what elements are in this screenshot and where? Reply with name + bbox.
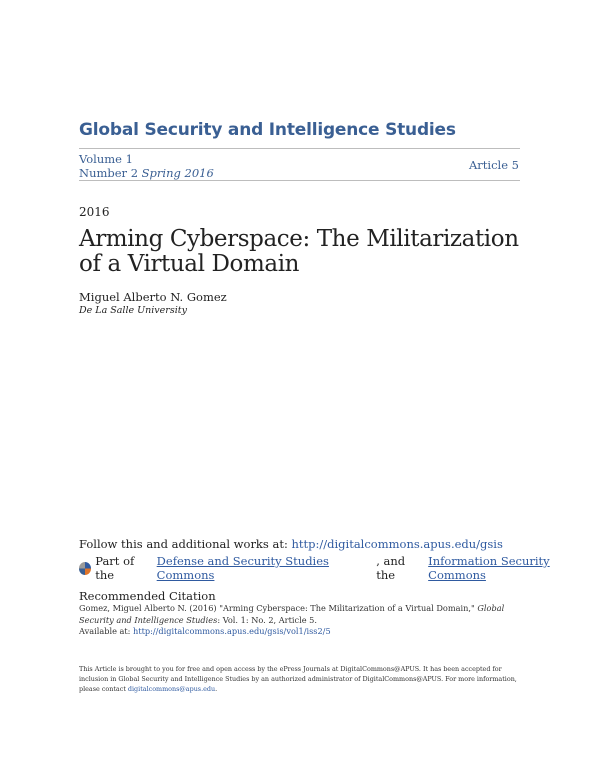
journal-title-link[interactable]: Global Security and Intelligence Studies xyxy=(79,120,456,140)
citation-main: Gomez, Miguel Alberto N. (2016) "Arming Cyberspace: The Militarization of a Virtual Domain," xyxy=(79,603,478,613)
citation-text xyxy=(79,603,524,638)
available-prefix: Available at: xyxy=(79,626,134,636)
notice-end: . xyxy=(215,685,218,693)
access-notice xyxy=(79,664,524,694)
author-affiliation: De La Salle University xyxy=(79,305,187,316)
header-top-rule xyxy=(79,148,520,149)
article-title: Arming Cyberspace: The Militarization of a Virtual Domain xyxy=(79,226,519,277)
follow-line xyxy=(79,537,503,551)
issue-link[interactable] xyxy=(79,166,214,180)
citation-journal: Global Security and Intelligence Studies xyxy=(79,603,505,625)
available-url-link[interactable]: http://digitalcommons.apus.edu/gsis/vol1/iss2/5 xyxy=(133,626,331,636)
follow-prefix: Follow this and additional works at: xyxy=(79,537,292,551)
header-bottom-rule xyxy=(79,180,520,181)
issue-number: Number 2 xyxy=(79,166,139,180)
contact-email-link[interactable]: digitalcommons@apus.edu xyxy=(127,685,216,693)
notice-text: This Article is brought to you for free and open access by the ePress Journals at DigitalCommons@APUS. It has been accepted for inclusion in Global Security and Intelligence Studies by an authorized administrator of DigitalCommons@APUS. For more information, please contact xyxy=(79,665,517,693)
citation-volume: : Vol. 1: No. 2, Article 5. xyxy=(217,614,317,625)
commons-network-icon xyxy=(79,562,91,575)
author-name: Miguel Alberto N. Gomez xyxy=(79,290,227,304)
volume-link[interactable]: Volume 1 xyxy=(79,152,133,166)
part-of-middle: , and the xyxy=(376,554,406,582)
follow-url-link[interactable]: http://digitalcommons.apus.edu/gsis xyxy=(291,537,503,551)
part-of-line xyxy=(79,554,600,582)
article-number-link[interactable]: Article 5 xyxy=(469,158,519,172)
part-of-prefix: Part of the xyxy=(95,554,135,582)
info-security-commons-link[interactable]: Information Security Commons xyxy=(428,554,550,582)
issue-season: Spring 2016 xyxy=(141,166,214,180)
defense-commons-link[interactable]: Defense and Security Studies Commons xyxy=(156,554,329,582)
publication-year: 2016 xyxy=(79,205,110,219)
volume-issue-block xyxy=(79,152,214,180)
recommended-citation-heading: Recommended Citation xyxy=(79,589,216,603)
